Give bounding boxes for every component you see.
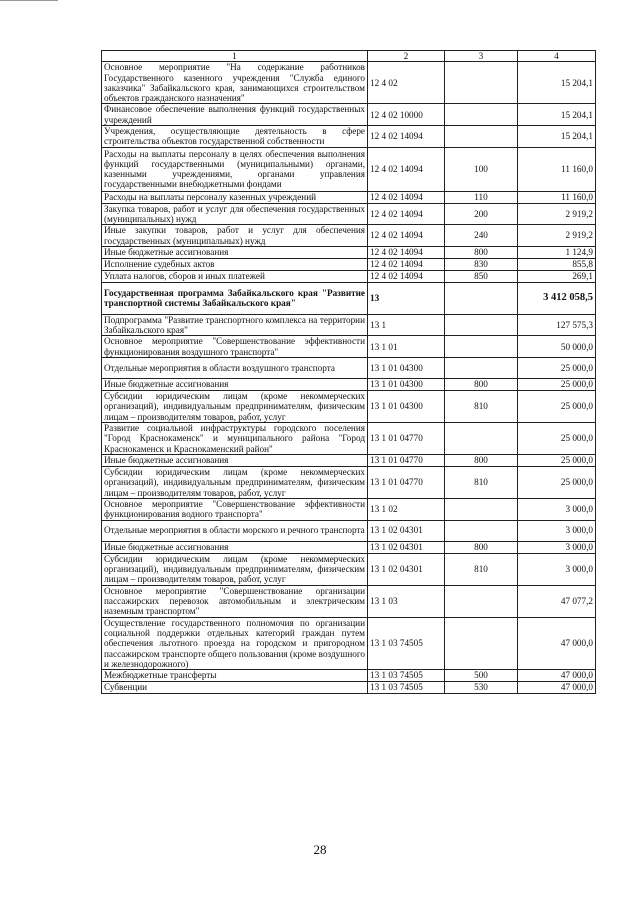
row-code: 13 1 01 04770: [368, 455, 445, 467]
row-amount: 2 919,2: [518, 203, 596, 225]
row-name: Субвенции: [102, 682, 368, 694]
row-code: 13 1 01 04300: [368, 358, 445, 379]
table-row: [102, 314, 596, 336]
table-row: [102, 682, 596, 694]
row-code: 12 4 02 14094: [368, 225, 445, 247]
row-expense-type: 240: [445, 225, 518, 247]
table-row: [102, 147, 596, 191]
row-expense-type: 810: [445, 553, 518, 585]
table-row: [102, 358, 596, 379]
row-code: 13 1 02 04301: [368, 541, 445, 553]
row-code: 13 1 02: [368, 499, 445, 521]
row-expense-type: 800: [445, 246, 518, 258]
row-code: 12 4 02 14094: [368, 203, 445, 225]
row-name: Основное мероприятие "Совершенствование организации пассажирских перевозок автомобильным и электрическим наземным транспортом": [102, 585, 368, 617]
row-name: Развитие социальной инфраструктуры городского поселения "Город Краснокаменск" и муниципального района "Город Краснокаменск и Краснокаменский район": [102, 423, 368, 455]
row-code: 13 1 01: [368, 336, 445, 358]
row-amount: 25 000,0: [518, 467, 596, 499]
row-name: Государственная программа Забайкальского края "Развитие транспортной системы Забайкальского края": [102, 282, 368, 314]
row-code: 13 1 01 04770: [368, 423, 445, 455]
table-row: [102, 282, 596, 314]
row-name: Осуществление государственного полномочия по организации социальной поддержки отдельных категорий граждан путем обеспечения льготного проезда на городском и пригородном пассажирском транспорте общего пользования (кроме воздушного и железнодорожного): [102, 617, 368, 669]
row-amount: 47 000,0: [518, 617, 596, 669]
row-expense-type: 800: [445, 455, 518, 467]
row-name: Отдельные мероприятия в области морского и речного транспорта: [102, 520, 368, 541]
scan-edge-mark: [0, 0, 58, 1]
row-amount: 127 575,3: [518, 314, 596, 336]
header-col-4: 4: [518, 51, 596, 62]
row-code: 13 1 01 04300: [368, 391, 445, 423]
row-code: 12 4 02 14094: [368, 147, 445, 191]
row-amount: 50 000,0: [518, 336, 596, 358]
row-code: 13 1 03 74505: [368, 617, 445, 669]
row-code: 12 4 02 14094: [368, 246, 445, 258]
row-name: Исполнение судебных актов: [102, 258, 368, 270]
row-name: Субсидии юридическим лицам (кроме некоммерческих организаций), индивидуальным предпринимателям, физическим лицам – производителям товаров, работ, услуг: [102, 467, 368, 499]
row-expense-type: 800: [445, 379, 518, 391]
row-amount: 2 919,2: [518, 225, 596, 247]
row-amount: 3 412 058,5: [518, 282, 596, 314]
table-row: [102, 617, 596, 669]
row-name: Межбюджетные трансферты: [102, 670, 368, 682]
row-code: 13 1 01 04300: [368, 379, 445, 391]
row-expense-type: 530: [445, 682, 518, 694]
row-name: Иные бюджетные ассигнования: [102, 455, 368, 467]
row-expense-type: 800: [445, 541, 518, 553]
row-expense-type: [445, 314, 518, 336]
table-row: [102, 499, 596, 521]
budget-table: [101, 50, 596, 694]
table-row: [102, 270, 596, 282]
row-expense-type: [445, 520, 518, 541]
table-row: [102, 246, 596, 258]
table-row: [102, 191, 596, 203]
row-expense-type: 500: [445, 670, 518, 682]
row-amount: 25 000,0: [518, 379, 596, 391]
row-expense-type: [445, 423, 518, 455]
table-row: [102, 553, 596, 585]
header-col-3: 3: [445, 51, 518, 62]
row-code: 13 1 03 74505: [368, 670, 445, 682]
row-amount: 269,1: [518, 270, 596, 282]
row-code: 12 4 02 14094: [368, 191, 445, 203]
table-row: [102, 126, 596, 148]
row-expense-type: [445, 336, 518, 358]
row-code: 12 4 02 10000: [368, 104, 445, 126]
row-expense-type: [445, 499, 518, 521]
row-code: 12 4 02: [368, 62, 445, 104]
row-code: 13: [368, 282, 445, 314]
row-expense-type: 200: [445, 203, 518, 225]
table-row: [102, 104, 596, 126]
row-expense-type: 100: [445, 147, 518, 191]
row-name: Отдельные мероприятия в области воздушного транспорта: [102, 358, 368, 379]
row-amount: 47 077,2: [518, 585, 596, 617]
row-code: 13 1: [368, 314, 445, 336]
row-name: Уплата налогов, сборов и иных платежей: [102, 270, 368, 282]
row-expense-type: [445, 282, 518, 314]
row-code: 13 1 01 04770: [368, 467, 445, 499]
table-row: [102, 258, 596, 270]
row-amount: 15 204,1: [518, 126, 596, 148]
row-amount: 25 000,0: [518, 391, 596, 423]
row-name: Иные бюджетные ассигнования: [102, 379, 368, 391]
table-row: [102, 225, 596, 247]
table-row: [102, 62, 596, 104]
header-col-2: 2: [368, 51, 445, 62]
row-amount: 25 000,0: [518, 455, 596, 467]
row-code: 13 1 02 04301: [368, 520, 445, 541]
row-expense-type: [445, 104, 518, 126]
row-amount: 855,8: [518, 258, 596, 270]
row-amount: 25 000,0: [518, 423, 596, 455]
row-name: Иные закупки товаров, работ и услуг для обеспечения государственных (муниципальных) нужд: [102, 225, 368, 247]
row-code: 12 4 02 14094: [368, 126, 445, 148]
row-amount: 3 000,0: [518, 541, 596, 553]
row-code: 13 1 03 74505: [368, 682, 445, 694]
row-amount: 1 124,9: [518, 246, 596, 258]
row-name: Основное мероприятие "Совершенствование эффективности функционирования водного транспорта": [102, 499, 368, 521]
row-expense-type: [445, 126, 518, 148]
row-name: Подпрограмма "Развитие транспортного комплекса на территории Забайкальского края": [102, 314, 368, 336]
row-amount: 25 000,0: [518, 358, 596, 379]
row-code: 13 1 02 04301: [368, 553, 445, 585]
row-amount: 15 204,1: [518, 104, 596, 126]
row-code: 12 4 02 14094: [368, 258, 445, 270]
row-expense-type: 830: [445, 258, 518, 270]
table-row: [102, 203, 596, 225]
row-amount: 3 000,0: [518, 520, 596, 541]
row-expense-type: 810: [445, 391, 518, 423]
row-amount: 47 000,0: [518, 682, 596, 694]
row-code: 12 4 02 14094: [368, 270, 445, 282]
header-col-1: 1: [102, 51, 368, 62]
row-expense-type: 110: [445, 191, 518, 203]
row-amount: 15 204,1: [518, 62, 596, 104]
row-expense-type: [445, 617, 518, 669]
row-amount: 47 000,0: [518, 670, 596, 682]
row-expense-type: [445, 585, 518, 617]
row-amount: 3 000,0: [518, 499, 596, 521]
row-expense-type: 850: [445, 270, 518, 282]
row-name: Иные бюджетные ассигнования: [102, 246, 368, 258]
table-row: [102, 379, 596, 391]
row-amount: 3 000,0: [518, 553, 596, 585]
table-row: [102, 467, 596, 499]
row-name: Финансовое обеспечение выполнения функций государственных учреждений: [102, 104, 368, 126]
row-name: Закупка товаров, работ и услуг для обеспечения государственных (муниципальных) нужд: [102, 203, 368, 225]
row-name: Основное мероприятие "Совершенствование эффективности функционирования воздушного транспорта": [102, 336, 368, 358]
table-row: [102, 455, 596, 467]
row-amount: 11 160,0: [518, 147, 596, 191]
table-row: [102, 520, 596, 541]
table-row: [102, 391, 596, 423]
table-row: [102, 670, 596, 682]
row-name: Учреждения, осуществляющие деятельность в сфере строительства объектов государственной собственности: [102, 126, 368, 148]
table-row: [102, 423, 596, 455]
row-name: Расходы на выплаты персоналу казенных учреждений: [102, 191, 368, 203]
row-expense-type: [445, 358, 518, 379]
row-name: Основное мероприятие "На содержание работников Государственного казенного учреждения "Служба единого заказчика" Забайкальского края, занимающихся строительством объектов гражданского назначения": [102, 62, 368, 104]
row-name: Субсидии юридическим лицам (кроме некоммерческих организаций), индивидуальным предпринимателям, физическим лицам – производителям товаров, работ, услуг: [102, 553, 368, 585]
row-amount: 11 160,0: [518, 191, 596, 203]
table-row: [102, 541, 596, 553]
row-expense-type: 810: [445, 467, 518, 499]
table-header-row: [102, 51, 596, 62]
row-expense-type: [445, 62, 518, 104]
row-name: Иные бюджетные ассигнования: [102, 541, 368, 553]
page-number: 28: [313, 842, 327, 857]
row-name: Субсидии юридическим лицам (кроме некоммерческих организаций), индивидуальным предпринимателям, физическим лицам – производителям товаров, работ, услуг: [102, 391, 368, 423]
table-row: [102, 585, 596, 617]
table-row: [102, 336, 596, 358]
row-name: Расходы на выплаты персоналу в целях обеспечения выполнения функций государственными (муниципальными) органами, казенными учреждениями, органами управления государственными внебюджетными фондами: [102, 147, 368, 191]
row-code: 13 1 03: [368, 585, 445, 617]
